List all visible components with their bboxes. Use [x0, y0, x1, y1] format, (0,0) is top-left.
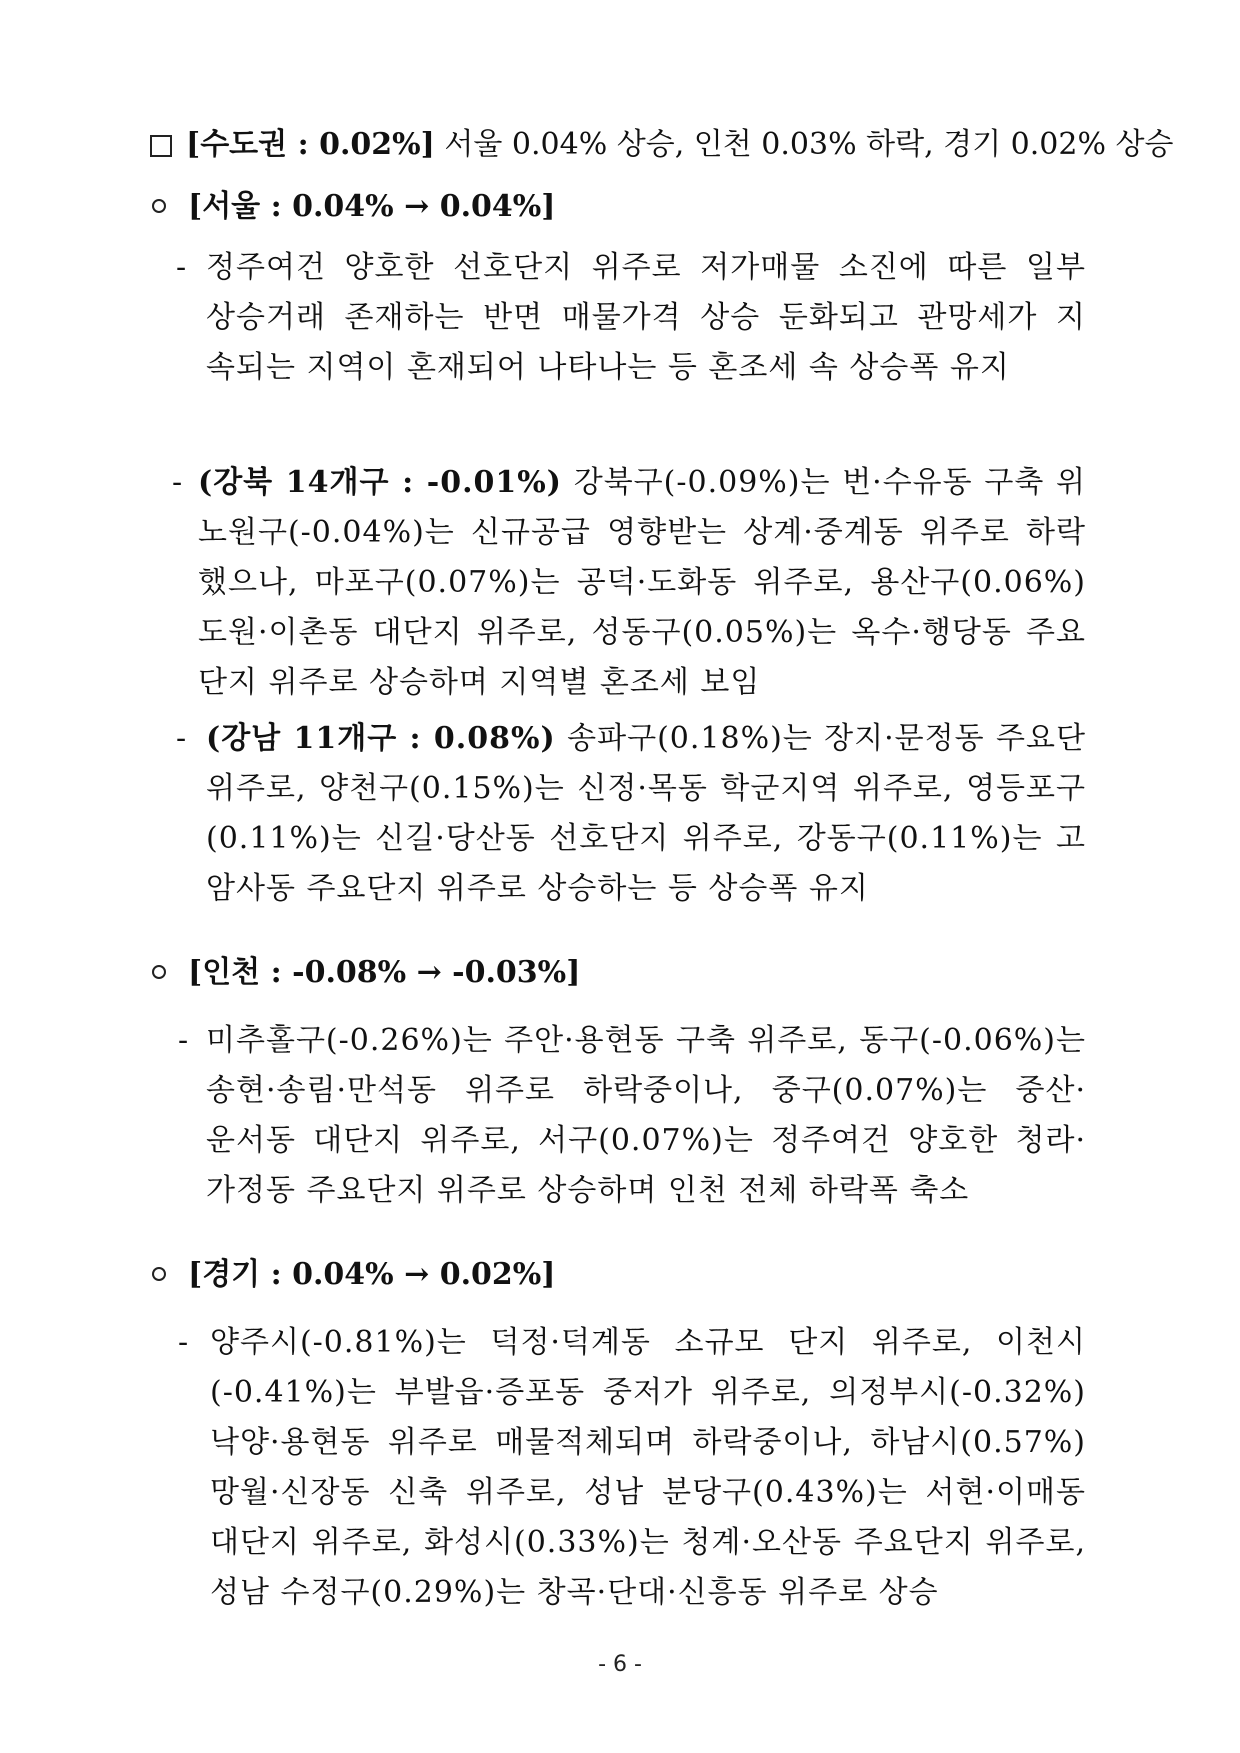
- section-header: [150, 120, 1173, 170]
- seoul-heading: [152, 182, 555, 232]
- text-line: [206, 714, 1086, 764]
- text-line: 송현·송림·만석동 위주로 하락중이나, 중구(0.07%)는 중산·: [206, 1073, 1086, 1108]
- circle-bullet-icon: [152, 965, 166, 979]
- dash-bullet: -: [176, 721, 187, 756]
- circle-bullet-icon: [152, 1267, 166, 1281]
- gyeonggi-heading: [152, 1250, 555, 1300]
- dash-bullet: -: [178, 1325, 189, 1360]
- incheon-heading: [152, 948, 580, 998]
- text-line: 낙양·용현동 위주로 매물적체되며 하락중이나, 하남시(0.57%): [210, 1425, 1086, 1460]
- text-line: 했으나, 마포구(0.07%)는 공덕·도화동 위주로, 용산구(0.06%): [198, 565, 1086, 600]
- dash-bullet: -: [178, 1023, 189, 1058]
- gangnam-line-text: 송파구(0.18%)는 장지·문정동 주요단: [567, 721, 1086, 756]
- text-line: 위주로, 양천구(0.15%)는 신정·목동 학군지역 위주로, 영등포구: [206, 771, 1086, 806]
- text-line: 정주여건 양호한 선호단지 위주로 저가매물 소진에 따른 일부: [206, 250, 1086, 285]
- text-line: 운서동 대단지 위주로, 서구(0.07%)는 정주여건 양호한 청라·: [206, 1123, 1086, 1158]
- text-line: 양주시(-0.81%)는 덕정·덕계동 소규모 단지 위주로, 이천시: [210, 1325, 1086, 1360]
- gangnam-paragraph: [206, 714, 1086, 914]
- text-line: 상승거래 존재하는 반면 매물가격 상승 둔화되고 관망세가 지: [206, 300, 1086, 335]
- incheon-heading-text: [인천 : -0.08% → -0.03%]: [188, 955, 581, 990]
- incheon-paragraph: [206, 1016, 1086, 1216]
- gangbuk-line-text: 강북구(-0.09%)는 번·수유동 구축 위: [573, 465, 1086, 500]
- text-line: 성남 수정구(0.29%)는 창곡·단대·신흥동 위주로 상승: [210, 1575, 939, 1610]
- page-number: - 6 -: [598, 1652, 642, 1677]
- text-line: 대단지 위주로, 화성시(0.33%)는 청계·오산동 주요단지 위주로,: [210, 1525, 1086, 1560]
- seoul-intro-paragraph: [206, 243, 1086, 393]
- checkbox-square-icon: [150, 135, 172, 157]
- section-header-label: [수도권 : 0.02%]: [186, 127, 435, 162]
- text-line: 암사동 주요단지 위주로 상승하는 등 상승폭 유지: [206, 871, 869, 906]
- gangbuk-label: (강북 14개구 : -0.01%): [198, 465, 562, 500]
- text-line: 도원·이촌동 대단지 위주로, 성동구(0.05%)는 옥수·행당동 주요: [198, 615, 1086, 650]
- gangnam-label: (강남 11개구 : 0.08%): [206, 721, 556, 756]
- seoul-heading-text: [서울 : 0.04% → 0.04%]: [188, 189, 556, 224]
- section-header-text: 서울 0.04% 상승, 인천 0.03% 하락, 경기 0.02% 상승: [444, 127, 1174, 162]
- text-line: 단지 위주로 상승하며 지역별 혼조세 보임: [198, 665, 761, 700]
- text-line: 미추홀구(-0.26%)는 주안·용현동 구축 위주로, 동구(-0.06%)는: [206, 1023, 1086, 1058]
- text-line: (0.11%)는 신길·당산동 선호단지 위주로, 강동구(0.11%)는 고: [206, 821, 1086, 856]
- gyeonggi-heading-text: [경기 : 0.04% → 0.02%]: [188, 1257, 556, 1292]
- circle-bullet-icon: [152, 199, 166, 213]
- text-line: 노원구(-0.04%)는 신규공급 영향받는 상계·중계동 위주로 하락: [198, 515, 1086, 550]
- text-line: [198, 458, 1086, 508]
- text-line: (-0.41%)는 부발읍·증포동 중저가 위주로, 의정부시(-0.32%): [210, 1375, 1086, 1410]
- text-line: 망월·신장동 신축 위주로, 성남 분당구(0.43%)는 서현·이매동: [210, 1475, 1086, 1510]
- gyeonggi-paragraph: [210, 1318, 1086, 1618]
- text-line: 가정동 주요단지 위주로 상승하며 인천 전체 하락폭 축소: [206, 1173, 970, 1208]
- gangbuk-paragraph: [198, 458, 1086, 708]
- dash-bullet: -: [176, 250, 187, 285]
- text-line: 속되는 지역이 혼재되어 나타나는 등 혼조세 속 상승폭 유지: [206, 350, 1010, 385]
- dash-bullet: -: [172, 465, 183, 500]
